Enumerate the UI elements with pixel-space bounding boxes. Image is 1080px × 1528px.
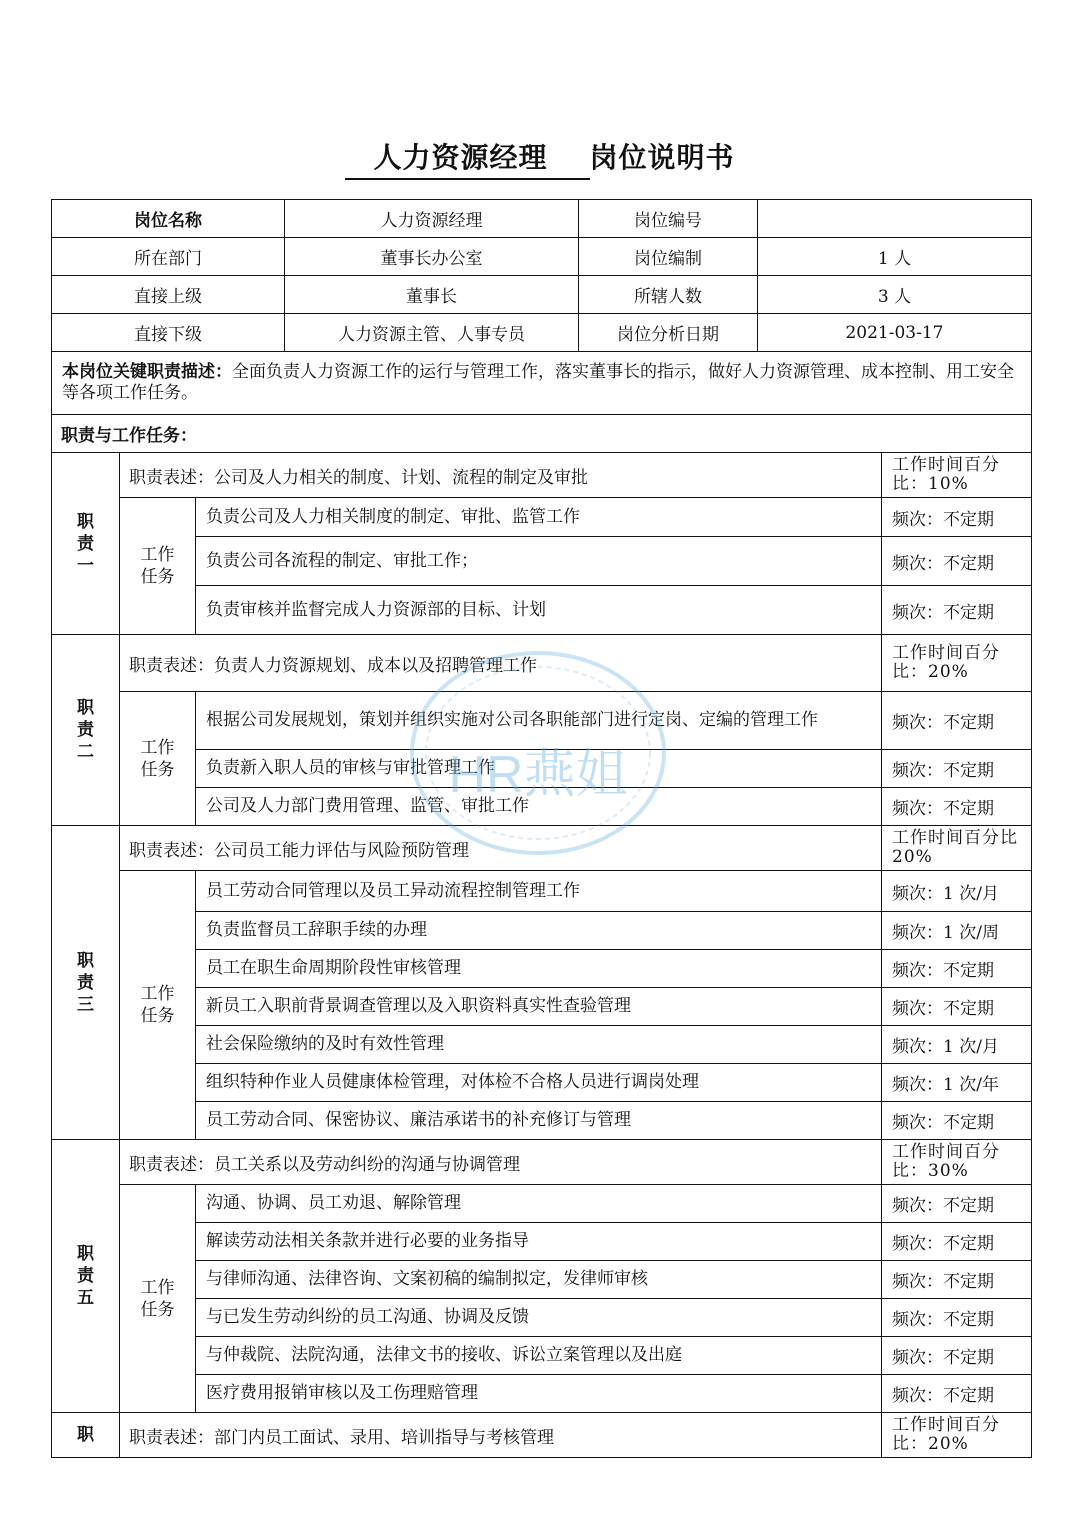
info-row — [52, 200, 1032, 238]
task-text: 沟通、协调、员工劝退、解除管理 — [196, 1185, 882, 1223]
task-text: 负责新入职人员的审核与审批管理工作 — [196, 750, 882, 788]
task-row — [52, 1026, 1032, 1064]
info-label: 直接上级 — [52, 276, 285, 314]
key-duty-label: 本岗位关键职责描述： — [62, 362, 232, 382]
task-frequency: 频次：不定期 — [882, 498, 1032, 537]
task-text: 负责公司及人力相关制度的制定、审批、监管工作 — [196, 498, 882, 537]
title-suffix: 岗位说明书 — [589, 141, 735, 174]
duty-statement-row — [52, 826, 1032, 871]
duty-label: 职责五 — [52, 1140, 120, 1413]
info-label: 所在部门 — [52, 238, 285, 276]
duty-statement: 职责表述：负责人力资源规划、成本以及招聘管理工作 — [120, 635, 882, 692]
task-row — [52, 586, 1032, 635]
task-frequency: 频次：不定期 — [882, 788, 1032, 826]
time-percent: 工作时间百分比 20% — [882, 826, 1032, 871]
info-value: 董事长办公室 — [285, 238, 579, 276]
duty-statement: 职责表述：公司及人力相关的制度、计划、流程的制定及审批 — [120, 453, 882, 498]
task-row — [52, 950, 1032, 988]
duty-statement: 职责表述：部门内员工面试、录用、培训指导与考核管理 — [120, 1413, 882, 1458]
duty-statement-row — [52, 453, 1032, 498]
task-label: 工作任务 — [120, 1185, 196, 1413]
task-frequency: 频次：不定期 — [882, 1102, 1032, 1140]
task-row — [52, 498, 1032, 537]
duties-heading-cell — [52, 415, 1032, 453]
task-text: 新员工入职前背景调查管理以及入职资料真实性查验管理 — [196, 988, 882, 1026]
info-value: 3 人 — [758, 276, 1032, 314]
task-text: 根据公司发展规划，策划并组织实施对公司各职能部门进行定岗、定编的管理工作 — [196, 692, 882, 750]
duty-label: 职责一 — [52, 453, 120, 635]
duty-label: 职责三 — [52, 826, 120, 1140]
task-frequency: 频次：1 次/周 — [882, 912, 1032, 950]
task-frequency: 频次：不定期 — [882, 1223, 1032, 1261]
task-frequency: 频次：不定期 — [882, 1299, 1032, 1337]
task-row — [52, 537, 1032, 586]
job-description-table — [51, 199, 1031, 1454]
info-value: 人力资源主管、人事专员 — [285, 314, 579, 352]
watermark-text: HR燕姐 — [448, 746, 628, 804]
task-frequency: 频次：不定期 — [882, 586, 1032, 635]
info-value: 2021-03-17 — [758, 314, 1032, 352]
task-row — [52, 1299, 1032, 1337]
task-frequency: 频次：1 次/月 — [882, 871, 1032, 912]
info-label: 岗位编制 — [579, 238, 758, 276]
info-value — [758, 200, 1032, 238]
task-text: 与律师沟通、法律咨询、文案初稿的编制拟定，发律师审核 — [196, 1261, 882, 1299]
task-row — [52, 692, 1032, 750]
info-value: 1 人 — [758, 238, 1032, 276]
task-row — [52, 988, 1032, 1026]
task-frequency: 频次：不定期 — [882, 1337, 1032, 1375]
document-title — [0, 136, 1080, 180]
duty-statement-row — [52, 1140, 1032, 1185]
duty-statement: 职责表述：公司员工能力评估与风险预防管理 — [120, 826, 882, 871]
task-text: 公司及人力部门费用管理、监管、审批工作 — [196, 788, 882, 826]
task-row — [52, 1337, 1032, 1375]
task-text: 负责审核并监督完成人力资源部的目标、计划 — [196, 586, 882, 635]
info-row — [52, 238, 1032, 276]
duty-statement-row — [52, 1413, 1032, 1458]
duties-heading: 职责与工作任务： — [61, 426, 197, 446]
info-label: 所辖人数 — [579, 276, 758, 314]
task-frequency: 频次：不定期 — [882, 692, 1032, 750]
task-frequency: 频次：不定期 — [882, 950, 1032, 988]
task-text: 社会保险缴纳的及时有效性管理 — [196, 1026, 882, 1064]
task-label: 工作任务 — [120, 692, 196, 826]
task-row — [52, 1064, 1032, 1102]
task-row — [52, 1185, 1032, 1223]
time-percent: 工作时间百分比：20% — [882, 1413, 1032, 1458]
task-text: 解读劳动法相关条款并进行必要的业务指导 — [196, 1223, 882, 1261]
task-text: 员工劳动合同管理以及员工异动流程控制管理工作 — [196, 871, 882, 912]
task-label: 工作任务 — [120, 498, 196, 635]
info-label: 岗位编号 — [579, 200, 758, 238]
task-text: 员工在职生命周期阶段性审核管理 — [196, 950, 882, 988]
info-label: 岗位名称 — [52, 200, 285, 238]
key-duty-row — [52, 352, 1032, 415]
info-value: 董事长 — [285, 276, 579, 314]
time-percent: 工作时间百分比：20% — [882, 635, 1032, 692]
task-row — [52, 912, 1032, 950]
task-frequency: 频次：不定期 — [882, 537, 1032, 586]
task-text: 医疗费用报销审核以及工伤理赔管理 — [196, 1375, 882, 1413]
task-row — [52, 871, 1032, 912]
task-frequency: 频次：不定期 — [882, 1261, 1032, 1299]
info-value: 人力资源经理 — [285, 200, 579, 238]
task-label: 工作任务 — [120, 871, 196, 1140]
task-frequency: 频次：不定期 — [882, 988, 1032, 1026]
task-text: 员工劳动合同、保密协议、廉洁承诺书的补充修订与管理 — [196, 1102, 882, 1140]
task-text: 组织特种作业人员健康体检管理，对体检不合格人员进行调岗处理 — [196, 1064, 882, 1102]
duty-label: 职 — [52, 1413, 120, 1458]
info-label: 岗位分析日期 — [579, 314, 758, 352]
time-percent: 工作时间百分比：30% — [882, 1140, 1032, 1185]
info-row — [52, 276, 1032, 314]
task-text: 负责监督员工辞职手续的办理 — [196, 912, 882, 950]
task-row — [52, 1261, 1032, 1299]
task-frequency: 频次：不定期 — [882, 1185, 1032, 1223]
info-row — [52, 314, 1032, 352]
key-duty-cell — [52, 352, 1032, 415]
duty-label: 职责二 — [52, 635, 120, 826]
task-frequency: 频次：不定期 — [882, 1375, 1032, 1413]
duty-statement-row — [52, 635, 1032, 692]
task-frequency: 频次：不定期 — [882, 750, 1032, 788]
info-label: 直接下级 — [52, 314, 285, 352]
time-percent: 工作时间百分比：10% — [882, 453, 1032, 498]
task-row — [52, 788, 1032, 826]
task-frequency: 频次：1 次/年 — [882, 1064, 1032, 1102]
key-duty-text: 全面负责人力资源工作的运行与管理工作，落实董事长的指示，做好人力资源管理、成本控制、用工安全等各项工作任务。 — [62, 362, 1014, 403]
task-text: 与仲裁院、法院沟通，法律文书的接收、诉讼立案管理以及出庭 — [196, 1337, 882, 1375]
task-row — [52, 750, 1032, 788]
task-row — [52, 1102, 1032, 1140]
task-row — [52, 1375, 1032, 1413]
table-body — [52, 200, 1032, 1458]
task-text: 负责公司各流程的制定、审批工作； — [196, 537, 882, 586]
duties-heading-row — [52, 415, 1032, 453]
task-row — [52, 1223, 1032, 1261]
task-text: 与已发生劳动纠纷的员工沟通、协调及反馈 — [196, 1299, 882, 1337]
task-frequency: 频次：1 次/月 — [882, 1026, 1032, 1064]
title-position-name: 人力资源经理 — [345, 136, 589, 180]
duty-statement: 职责表述：员工关系以及劳动纠纷的沟通与协调管理 — [120, 1140, 882, 1185]
